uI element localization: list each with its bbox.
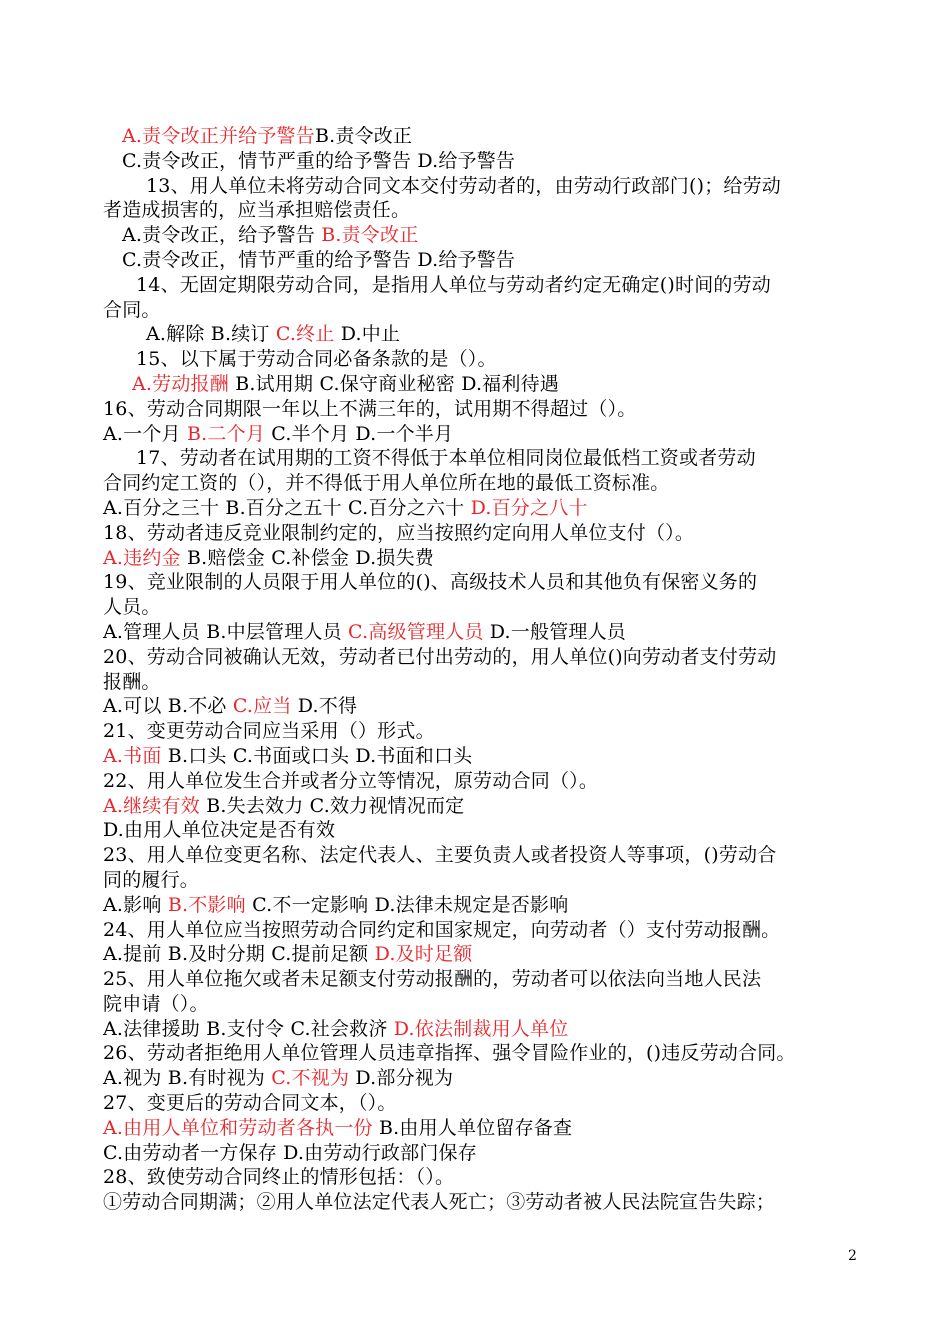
line-text: ①劳动合同期满；②用人单位法定代表人死亡；③劳动者被人民法院宣告失踪； bbox=[103, 1191, 776, 1214]
text-line bbox=[0, 546, 950, 571]
line-text: 者造成损害的，应当承担赔偿责任。 bbox=[103, 199, 411, 222]
answer-text: D.依法制裁用人单位 bbox=[393, 1017, 569, 1040]
text-line bbox=[0, 967, 950, 992]
line-text: A.法律援助 B.支付令 C.社会救济 bbox=[103, 1017, 394, 1040]
line-text: 13、用人单位未将劳动合同文本交付劳动者的，由劳动行政部门()；给劳动 bbox=[146, 174, 782, 197]
line-text: 24、用人单位应当按照劳动合同约定和国家规定，向劳动者（）支付劳动报酬。 bbox=[103, 918, 781, 941]
line-text: A.百分之三十 B.百分之五十 C.百分之六十 bbox=[103, 496, 471, 519]
text-line bbox=[0, 422, 950, 447]
text-line bbox=[0, 670, 950, 695]
answer-text: B.不影响 bbox=[167, 893, 246, 916]
text-line bbox=[0, 372, 950, 397]
text-line bbox=[0, 719, 950, 744]
answer-text: A.责令改正并给予警告 bbox=[122, 125, 315, 147]
line-text: A.管理人员 B.中层管理人员 bbox=[103, 620, 349, 643]
text-line bbox=[0, 322, 950, 347]
line-text: A.提前 B.及时分期 C.提前足额 bbox=[103, 943, 375, 966]
text-line bbox=[0, 1190, 950, 1215]
line-text: 15、以下属于劳动合同必备条款的是（）。 bbox=[136, 348, 497, 371]
line-text: D.一般管理人员 bbox=[483, 620, 626, 643]
text-line bbox=[0, 273, 950, 298]
text-line bbox=[0, 298, 950, 323]
line-text: 21、变更劳动合同应当采用（）形式。 bbox=[103, 720, 435, 743]
text-line bbox=[0, 198, 950, 223]
text-line bbox=[0, 843, 950, 868]
question-text-block bbox=[0, 124, 950, 1215]
line-text: B.赔偿金 C.补偿金 D.损失费 bbox=[180, 546, 434, 569]
text-line bbox=[0, 868, 950, 893]
line-text: A.可以 B.不必 bbox=[103, 695, 233, 718]
answer-text: A.违约金 bbox=[103, 546, 181, 569]
text-line bbox=[0, 1041, 950, 1066]
text-line bbox=[0, 942, 950, 967]
answer-text: C.终止 bbox=[275, 323, 335, 346]
text-line bbox=[0, 397, 950, 422]
line-text: 19、竞业限制的人员限于用人单位的()、高级技术人员和其他负有保密义务的 bbox=[103, 571, 758, 594]
line-text: 院申请（）。 bbox=[103, 992, 209, 1015]
line-text: D.不得 bbox=[291, 695, 358, 718]
text-line bbox=[0, 1017, 950, 1042]
text-line bbox=[0, 1165, 950, 1190]
text-line bbox=[0, 223, 950, 248]
text-line bbox=[0, 918, 950, 943]
line-text: B.口头 C.书面或口头 D.书面和口头 bbox=[161, 744, 473, 767]
answer-text: B.二个月 bbox=[187, 422, 266, 445]
text-line bbox=[0, 893, 950, 918]
answer-text: A.劳动报酬 bbox=[132, 372, 229, 395]
text-line bbox=[0, 694, 950, 719]
line-text: 18、劳动者违反竞业限制约定的，应当按照约定向用人单位支付（）。 bbox=[103, 521, 695, 544]
page-number: 2 bbox=[848, 1248, 857, 1264]
text-line bbox=[0, 620, 950, 645]
line-text: A.影响 bbox=[103, 893, 168, 916]
line-text: A.视为 B.有时视为 bbox=[103, 1067, 272, 1090]
answer-text: C.应当 bbox=[232, 695, 292, 718]
line-text: C.由劳动者一方保存 D.由劳动行政部门保存 bbox=[103, 1141, 477, 1164]
text-line bbox=[0, 174, 950, 199]
text-line bbox=[0, 1141, 950, 1166]
text-line bbox=[0, 496, 950, 521]
line-text: 23、用人单位变更名称、法定代表人、主要负责人或者投资人等事项，()劳动合 bbox=[103, 844, 777, 867]
text-line bbox=[0, 521, 950, 546]
answer-text: C.高级管理人员 bbox=[348, 620, 484, 643]
text-line bbox=[0, 446, 950, 471]
text-line bbox=[0, 645, 950, 670]
line-text: D.由用人单位决定是否有效 bbox=[103, 819, 336, 842]
answer-text: D.及时足额 bbox=[374, 943, 473, 966]
line-text: 17、劳动者在试用期的工资不得低于本单位相同岗位最低档工资或者劳动 bbox=[136, 447, 756, 470]
line-text: 人员。 bbox=[103, 596, 161, 619]
line-text: C.半个月 D.一个半月 bbox=[265, 422, 454, 445]
line-text: 16、劳动合同期限一年以上不满三年的，试用期不得超过（）。 bbox=[103, 397, 637, 420]
line-text: 28、致使劳动合同终止的情形包括：（）。 bbox=[103, 1166, 455, 1189]
text-line bbox=[0, 794, 950, 819]
answer-text: D.百分之八十 bbox=[470, 496, 588, 519]
text-line bbox=[0, 744, 950, 769]
text-line bbox=[0, 1091, 950, 1116]
text-line bbox=[0, 1066, 950, 1091]
text-line bbox=[0, 347, 950, 372]
text-line bbox=[0, 1116, 950, 1141]
text-line bbox=[0, 570, 950, 595]
line-text: C.不一定影响 D.法律未规定是否影响 bbox=[245, 893, 569, 916]
line-text: 26、劳动者拒绝用人单位管理人员违章指挥、强令冒险作业的，()违反劳动合同。 bbox=[103, 1042, 796, 1065]
line-text: 合同。 bbox=[103, 298, 161, 321]
line-text: C.责令改正，情节严重的给予警告 D.给予警告 bbox=[122, 149, 516, 172]
text-line bbox=[0, 769, 950, 794]
line-text: 合同约定工资的（），并不得低于用人单位所在地的最低工资标准。 bbox=[103, 472, 670, 495]
text-line bbox=[0, 818, 950, 843]
line-text: 27、变更后的劳动合同文本，（）。 bbox=[103, 1092, 397, 1115]
text-line bbox=[0, 471, 950, 496]
answer-text: A.由用人单位和劳动者各执一份 bbox=[103, 1116, 373, 1139]
line-text: 报酬。 bbox=[103, 670, 161, 693]
text-line bbox=[0, 149, 950, 174]
line-text: 22、用人单位发生合并或者分立等情况，原劳动合同（）。 bbox=[103, 769, 599, 792]
line-text: A.责令改正，给予警告 bbox=[122, 224, 322, 247]
line-text: B.由用人单位留存备查 bbox=[372, 1116, 573, 1139]
answer-text: B.责令改正 bbox=[321, 224, 419, 247]
line-text: B.失去效力 C.效力视情况而定 bbox=[199, 794, 465, 817]
text-line bbox=[0, 248, 950, 273]
line-text: 同的履行。 bbox=[103, 868, 200, 891]
line-text: 14、无固定期限劳动合同，是指用人单位与劳动者约定无确定()时间的劳动 bbox=[136, 273, 772, 296]
line-text: 20、劳动合同被确认无效，劳动者已付出劳动的，用人单位()向劳动者支付劳动 bbox=[103, 645, 777, 668]
line-text: D.中止 bbox=[334, 323, 401, 346]
line-text: C.责令改正，情节严重的给予警告 D.给予警告 bbox=[122, 248, 516, 271]
answer-text: C.不视为 bbox=[271, 1067, 350, 1090]
text-line bbox=[0, 992, 950, 1017]
line-text: B.试用期 C.保守商业秘密 D.福利待遇 bbox=[228, 372, 559, 395]
answer-text: A.书面 bbox=[103, 744, 162, 767]
line-text: B.责令改正 bbox=[314, 125, 413, 147]
line-text: D.部分视为 bbox=[349, 1067, 454, 1090]
line-text: A.一个月 bbox=[103, 422, 188, 445]
line-text: A.解除 B.续订 bbox=[146, 323, 276, 346]
text-line bbox=[0, 124, 950, 149]
answer-text: A.继续有效 bbox=[103, 794, 200, 817]
line-text: 25、用人单位拖欠或者未足额支付劳动报酬的，劳动者可以依法向当地人民法 bbox=[103, 968, 762, 991]
text-line bbox=[0, 595, 950, 620]
